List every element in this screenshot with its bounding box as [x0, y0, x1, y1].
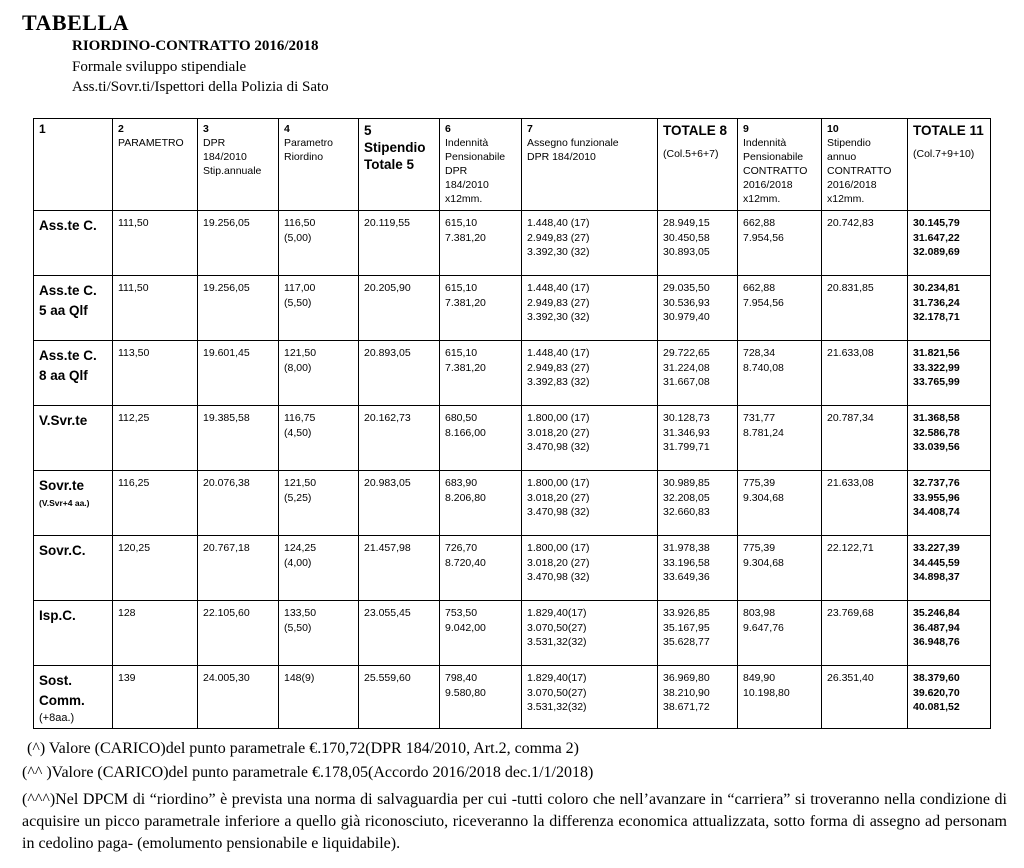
- column-number: 1: [39, 122, 46, 136]
- assegno-value: 1.800,00 (17): [527, 412, 590, 424]
- riordino-value: 116,50: [284, 217, 316, 229]
- riordino-value: 121,50: [284, 347, 317, 359]
- grade-label: V.Svr.te: [39, 413, 88, 428]
- indennita-contratto-value: 662,88: [743, 282, 776, 294]
- stipendio-contratto-cell: [822, 406, 908, 471]
- assegno-cell: [522, 341, 658, 406]
- indennita-dpr-cell: [440, 276, 522, 341]
- totale8-cell: [658, 601, 738, 666]
- totale11-cell: [908, 471, 991, 536]
- riordino-cell: [279, 406, 359, 471]
- riordino-value: 117,00: [284, 282, 316, 294]
- document-scope: Ass.ti/Sovr.ti/Ispettori della Polizia di Sato: [72, 79, 329, 95]
- table-row: [34, 211, 991, 276]
- assegno-value: 3.392,83 (32): [527, 376, 590, 388]
- parametro-cell: [113, 471, 198, 536]
- parametro-value: 120,25: [118, 542, 151, 554]
- column-label: (Col.7+9+10): [913, 148, 975, 160]
- grade-note: (V.Svr+4 aa.): [39, 498, 90, 508]
- assegno-value: 3.470,98 (32): [527, 441, 590, 453]
- totale11-value: 33.227,39: [913, 542, 960, 554]
- assegno-cell: [522, 276, 658, 341]
- indennita-contratto-value: 9.304,68: [743, 556, 784, 569]
- assegno-cell: [522, 471, 658, 536]
- riordino-value: (5,00): [284, 231, 312, 244]
- totale11-cell: [908, 406, 991, 471]
- riordino-value: (8,00): [284, 361, 312, 374]
- indennita-contratto-cell: [738, 666, 822, 729]
- stipendio-contratto-value: 20.787,34: [827, 412, 874, 424]
- riordino-cell: [279, 341, 359, 406]
- stipendio-value: 20.893,05: [364, 347, 411, 359]
- stipendio-cell: [359, 341, 440, 406]
- totale8-value: 29.035,50: [663, 282, 710, 294]
- riordino-cell: [279, 211, 359, 276]
- column-header: [908, 119, 991, 211]
- totale11-value: 33.765,99: [913, 376, 960, 388]
- column-label: (Col.5+6+7): [663, 148, 719, 160]
- totale8-cell: [658, 536, 738, 601]
- totale11-value: 36.948,76: [913, 636, 960, 648]
- riordino-cell: [279, 601, 359, 666]
- column-header: [658, 119, 738, 211]
- grade-label: Sovr.C.: [39, 543, 86, 558]
- totale8-value: 35.167,95: [663, 621, 710, 634]
- assegno-value: 2.949,83 (27): [527, 296, 590, 309]
- indennita-contratto-value: 775,39: [743, 477, 776, 489]
- totale8-cell: [658, 406, 738, 471]
- totale11-value: 32.089,69: [913, 246, 960, 258]
- table-row: [34, 601, 991, 666]
- indennita-contratto-value: 775,39: [743, 542, 776, 554]
- parametro-cell: [113, 406, 198, 471]
- totale8-value: 30.989,85: [663, 477, 710, 489]
- indennita-contratto-value: 7.954,56: [743, 231, 784, 244]
- totale8-value: 31.978,38: [663, 542, 710, 554]
- totale8-value: 36.969,80: [663, 672, 710, 684]
- grade-cell: [34, 536, 113, 601]
- indennita-contratto-value: 849,90: [743, 672, 776, 684]
- totale11-cell: [908, 601, 991, 666]
- column-label: Assegno funzionale DPR 184/2010: [527, 137, 619, 163]
- riordino-value: 124,25: [284, 542, 317, 554]
- grade-label: Sovr.te: [39, 478, 85, 493]
- totale8-cell: [658, 341, 738, 406]
- totale11-cell: [908, 276, 991, 341]
- assegno-cell: [522, 211, 658, 276]
- stipendio-contratto-cell: [822, 536, 908, 601]
- parametro-cell: [113, 666, 198, 729]
- totale11-value: 38.379,60: [913, 672, 960, 684]
- grade-cell: [34, 276, 113, 341]
- totale11-value: 39.620,70: [913, 686, 960, 699]
- stipendio-value: 20.983,05: [364, 477, 411, 489]
- parametro-cell: [113, 601, 198, 666]
- indennita-contratto-value: 10.198,80: [743, 686, 790, 699]
- assegno-value: 3.531,32(32): [527, 636, 587, 648]
- totale11-value: 40.081,52: [913, 701, 960, 713]
- parametro-cell: [113, 536, 198, 601]
- assegno-value: 3.070,50(27): [527, 621, 587, 634]
- dpr-cell: [198, 536, 279, 601]
- indennita-contratto-cell: [738, 406, 822, 471]
- stipendio-contratto-cell: [822, 341, 908, 406]
- totale11-value: 35.246,84: [913, 607, 960, 619]
- parametro-value: 111,50: [118, 282, 149, 294]
- indennita-dpr-cell: [440, 406, 522, 471]
- assegno-value: 2.949,83 (27): [527, 361, 590, 374]
- table-row: [34, 406, 991, 471]
- indennita-dpr-cell: [440, 601, 522, 666]
- document-subtitle: RIORDINO-CONTRATTO 2016/2018: [72, 38, 319, 54]
- totale8-value: 28.949,15: [663, 217, 710, 229]
- stipendio-value: 25.559,60: [364, 672, 411, 684]
- stipendio-cell: [359, 601, 440, 666]
- stipendio-cell: [359, 471, 440, 536]
- grade-cell: [34, 471, 113, 536]
- indennita-dpr-value: 8.720,40: [445, 556, 486, 569]
- totale11-value: 31.368,58: [913, 412, 960, 424]
- grade-label: Ass.te C. 5 aa Qlf: [39, 283, 97, 318]
- totale11-cell: [908, 666, 991, 729]
- grade-cell: [34, 211, 113, 276]
- riordino-value: 133,50: [284, 607, 317, 619]
- column-header: [113, 119, 198, 211]
- riordino-value: (5,50): [284, 621, 312, 634]
- totale8-value: 30.536,93: [663, 296, 710, 309]
- indennita-contratto-value: 803,98: [743, 607, 776, 619]
- indennita-dpr-value: 615,10: [445, 217, 478, 229]
- totale8-value: 31.346,93: [663, 426, 710, 439]
- indennita-dpr-cell: [440, 471, 522, 536]
- totale11-value: 30.145,79: [913, 217, 960, 229]
- column-header: [738, 119, 822, 211]
- table-row: [34, 341, 991, 406]
- stipendio-contratto-value: 21.633,08: [827, 347, 874, 359]
- indennita-contratto-value: 9.647,76: [743, 621, 784, 634]
- indennita-dpr-value: 7.381,20: [445, 296, 486, 309]
- dpr-cell: [198, 406, 279, 471]
- stipendio-contratto-value: 22.122,71: [827, 542, 874, 554]
- dpr-value: 19.601,45: [203, 347, 250, 359]
- assegno-value: 1.829,40(17): [527, 607, 587, 619]
- totale11-value: 34.408,74: [913, 506, 960, 518]
- totale8-value: 38.210,90: [663, 686, 710, 699]
- dpr-value: 19.256,05: [203, 217, 250, 229]
- indennita-dpr-value: 8.166,00: [445, 426, 486, 439]
- stipendio-value: 20.162,73: [364, 412, 411, 424]
- totale8-value: 32.660,83: [663, 506, 710, 518]
- indennita-dpr-value: 683,90: [445, 477, 478, 489]
- totale8-cell: [658, 211, 738, 276]
- dpr-value: 24.005,30: [203, 672, 250, 684]
- totale8-value: 29.722,65: [663, 347, 710, 359]
- indennita-contratto-cell: [738, 536, 822, 601]
- footnote-1: (^) Valore (CARICO)del punto parametrale €.170,72(DPR 184/2010, Art.2, comma 2): [27, 740, 579, 757]
- parametro-value: 116,25: [118, 477, 150, 489]
- totale8-value: 31.799,71: [663, 441, 710, 453]
- indennita-contratto-cell: [738, 211, 822, 276]
- column-number: 7: [527, 123, 533, 135]
- riordino-cell: [279, 471, 359, 536]
- riordino-cell: [279, 536, 359, 601]
- riordino-value: (5,50): [284, 296, 312, 309]
- dpr-cell: [198, 666, 279, 729]
- column-header: [279, 119, 359, 211]
- indennita-dpr-value: 680,50: [445, 412, 478, 424]
- indennita-contratto-cell: [738, 471, 822, 536]
- parametro-cell: [113, 211, 198, 276]
- indennita-dpr-cell: [440, 536, 522, 601]
- column-header: [198, 119, 279, 211]
- column-label: Stipendio Totale 5: [364, 140, 426, 172]
- column-number: TOTALE 8: [663, 123, 728, 138]
- assegno-value: 2.949,83 (27): [527, 231, 590, 244]
- column-header: [359, 119, 440, 211]
- assegno-cell: [522, 536, 658, 601]
- dpr-value: 20.767,18: [203, 542, 250, 554]
- stipendio-contratto-cell: [822, 471, 908, 536]
- grade-cell: [34, 666, 113, 729]
- dpr-value: 19.385,58: [203, 412, 250, 424]
- parametro-value: 111,50: [118, 217, 149, 229]
- totale11-value: 31.647,22: [913, 231, 960, 244]
- column-label: DPR 184/2010 Stip.annuale: [203, 137, 262, 177]
- dpr-value: 19.256,05: [203, 282, 250, 294]
- table-header-row: [34, 119, 991, 211]
- totale8-value: 35.628,77: [663, 636, 710, 648]
- totale11-value: 32.178,71: [913, 311, 960, 323]
- totale8-value: 33.649,36: [663, 571, 710, 583]
- column-number: 2: [118, 123, 124, 135]
- assegno-cell: [522, 601, 658, 666]
- indennita-contratto-cell: [738, 341, 822, 406]
- indennita-dpr-value: 615,10: [445, 347, 478, 359]
- totale8-value: 32.208,05: [663, 491, 710, 504]
- totale8-value: 30.128,73: [663, 412, 710, 424]
- assegno-value: 1.829,40(17): [527, 672, 587, 684]
- indennita-dpr-value: 9.042,00: [445, 621, 486, 634]
- indennita-contratto-value: 8.781,24: [743, 426, 784, 439]
- assegno-cell: [522, 406, 658, 471]
- stipendio-cell: [359, 276, 440, 341]
- grade-label: Sost. Comm.: [39, 673, 85, 708]
- footnote-3: (^^^)Nel DPCM di “riordino” è prevista una norma di salvaguardia per cui -tutti coloro che nell’avanzare in “carriera” si troveranno nella condizione di acquisire un picco parametrale inferiore a quello già riconosciuto, riceveranno la differenza economica attualizzata, sotto forma di assegno ad personam in cedolino paga- (emolumento pensionabile e liquidabile).: [22, 791, 1007, 852]
- column-header: [522, 119, 658, 211]
- indennita-contratto-cell: [738, 601, 822, 666]
- totale8-cell: [658, 276, 738, 341]
- column-header: [34, 119, 113, 211]
- indennita-contratto-value: 662,88: [743, 217, 776, 229]
- assegno-value: 1.448,40 (17): [527, 347, 590, 359]
- totale11-value: 34.898,37: [913, 571, 960, 583]
- riordino-value: (5,25): [284, 491, 312, 504]
- parametro-value: 128: [118, 607, 136, 619]
- document-description: Formale sviluppo stipendiale: [72, 59, 247, 75]
- totale8-value: 31.667,08: [663, 376, 710, 388]
- stipendio-value: 21.457,98: [364, 542, 411, 554]
- riordino-cell: [279, 276, 359, 341]
- assegno-cell: [522, 666, 658, 729]
- column-number: 10: [827, 123, 839, 135]
- salary-table: [33, 118, 991, 729]
- column-header: [822, 119, 908, 211]
- totale8-value: 38.671,72: [663, 701, 710, 713]
- indennita-contratto-cell: [738, 276, 822, 341]
- indennita-dpr-value: 8.206,80: [445, 491, 486, 504]
- riordino-value: (4,00): [284, 556, 312, 569]
- column-number: TOTALE 11: [913, 123, 984, 138]
- table-row: [34, 536, 991, 601]
- parametro-value: 113,50: [118, 347, 150, 359]
- indennita-dpr-value: 9.580,80: [445, 686, 486, 699]
- totale8-value: 31.224,08: [663, 361, 710, 374]
- parametro-cell: [113, 276, 198, 341]
- indennita-dpr-cell: [440, 211, 522, 276]
- totale8-value: 33.196,58: [663, 556, 710, 569]
- parametro-value: 112,25: [118, 412, 150, 424]
- table-row: [34, 471, 991, 536]
- assegno-value: 3.470,98 (32): [527, 506, 590, 518]
- stipendio-cell: [359, 406, 440, 471]
- dpr-value: 20.076,38: [203, 477, 250, 489]
- assegno-value: 1.800,00 (17): [527, 542, 590, 554]
- dpr-cell: [198, 601, 279, 666]
- stipendio-contratto-cell: [822, 666, 908, 729]
- grade-label: Ass.te C.: [39, 218, 97, 233]
- totale11-value: 30.234,81: [913, 282, 960, 294]
- totale11-value: 32.586,78: [913, 426, 960, 439]
- riordino-value: 121,50: [284, 477, 317, 489]
- totale11-value: 33.322,99: [913, 361, 960, 374]
- indennita-contratto-value: 7.954,56: [743, 296, 784, 309]
- totale8-value: 33.926,85: [663, 607, 710, 619]
- stipendio-value: 23.055,45: [364, 607, 411, 619]
- footnote-2: (^^ )Valore (CARICO)del punto parametrale €.178,05(Accordo 2016/2018 dec.1/1/2018): [22, 764, 594, 781]
- totale11-value: 34.445,59: [913, 556, 960, 569]
- column-label: Indennità Pensionabile CONTRATTO 2016/2018 x12mm.: [743, 137, 808, 205]
- totale11-value: 31.821,56: [913, 347, 960, 359]
- assegno-value: 1.448,40 (17): [527, 217, 590, 229]
- indennita-dpr-value: 7.381,20: [445, 361, 486, 374]
- assegno-value: 3.392,30 (32): [527, 311, 590, 323]
- assegno-value: 1.800,00 (17): [527, 477, 590, 489]
- grade-cell: [34, 341, 113, 406]
- stipendio-cell: [359, 666, 440, 729]
- assegno-value: 3.018,20 (27): [527, 426, 590, 439]
- stipendio-value: 20.119,55: [364, 217, 410, 229]
- riordino-value: 116,75: [284, 412, 316, 424]
- column-number: 5: [364, 123, 372, 138]
- totale11-value: 32.737,76: [913, 477, 960, 489]
- dpr-cell: [198, 276, 279, 341]
- indennita-dpr-value: 7.381,20: [445, 231, 486, 244]
- stipendio-contratto-cell: [822, 276, 908, 341]
- indennita-dpr-cell: [440, 666, 522, 729]
- assegno-value: 1.448,40 (17): [527, 282, 590, 294]
- stipendio-contratto-value: 20.742,83: [827, 217, 874, 229]
- stipendio-cell: [359, 536, 440, 601]
- totale8-cell: [658, 471, 738, 536]
- grade-cell: [34, 406, 113, 471]
- assegno-value: 3.070,50(27): [527, 686, 587, 699]
- column-label: Parametro Riordino: [284, 137, 334, 163]
- assegno-value: 3.018,20 (27): [527, 491, 590, 504]
- column-number: 4: [284, 123, 290, 135]
- indennita-dpr-value: 615,10: [445, 282, 478, 294]
- stipendio-value: 20.205,90: [364, 282, 411, 294]
- totale11-value: 33.039,56: [913, 441, 960, 453]
- grade-label: Ass.te C. 8 aa Qlf: [39, 348, 97, 383]
- stipendio-contratto-cell: [822, 601, 908, 666]
- totale8-value: 30.450,58: [663, 231, 710, 244]
- stipendio-contratto-value: 20.831,85: [827, 282, 874, 294]
- riordino-cell: [279, 666, 359, 729]
- indennita-contratto-value: 8.740,08: [743, 361, 784, 374]
- column-number: 6: [445, 123, 451, 135]
- page-title: TABELLA: [22, 10, 130, 35]
- indennita-contratto-value: 731,77: [743, 412, 776, 424]
- stipendio-contratto-value: 21.633,08: [827, 477, 874, 489]
- totale11-value: 33.955,96: [913, 491, 960, 504]
- totale11-value: 31.736,24: [913, 296, 960, 309]
- column-header: [440, 119, 522, 211]
- grade-note: (+8aa.): [39, 712, 75, 724]
- indennita-dpr-cell: [440, 341, 522, 406]
- dpr-value: 22.105,60: [203, 607, 250, 619]
- assegno-value: 3.392,30 (32): [527, 246, 590, 258]
- stipendio-contratto-value: 23.769,68: [827, 607, 874, 619]
- totale11-cell: [908, 211, 991, 276]
- table-row: [34, 666, 991, 729]
- dpr-cell: [198, 471, 279, 536]
- assegno-value: 3.018,20 (27): [527, 556, 590, 569]
- parametro-value: 139: [118, 672, 136, 684]
- riordino-value: (4,50): [284, 426, 312, 439]
- grade-cell: [34, 601, 113, 666]
- totale8-value: 30.893,05: [663, 246, 710, 258]
- dpr-cell: [198, 341, 279, 406]
- assegno-value: 3.531,32(32): [527, 701, 587, 713]
- riordino-value: 148(9): [284, 672, 315, 684]
- column-number: 3: [203, 123, 209, 135]
- totale8-value: 30.979,40: [663, 311, 710, 323]
- parametro-cell: [113, 341, 198, 406]
- indennita-contratto-value: 9.304,68: [743, 491, 784, 504]
- dpr-cell: [198, 211, 279, 276]
- totale11-value: 36.487,94: [913, 621, 960, 634]
- indennita-dpr-value: 798,40: [445, 672, 478, 684]
- column-label: Indennità Pensionabile DPR 184/2010 x12mm.: [445, 137, 506, 205]
- indennita-dpr-value: 726,70: [445, 542, 478, 554]
- table-row: [34, 276, 991, 341]
- stipendio-contratto-cell: [822, 211, 908, 276]
- totale11-cell: [908, 536, 991, 601]
- indennita-dpr-value: 753,50: [445, 607, 478, 619]
- grade-label: Isp.C.: [39, 608, 76, 623]
- column-number: 9: [743, 123, 749, 135]
- totale11-cell: [908, 341, 991, 406]
- stipendio-contratto-value: 26.351,40: [827, 672, 874, 684]
- column-label: PARAMETRO: [118, 137, 184, 149]
- assegno-value: 3.470,98 (32): [527, 571, 590, 583]
- column-label: Stipendio annuo CONTRATTO 2016/2018 x12mm.: [827, 137, 892, 205]
- indennita-contratto-value: 728,34: [743, 347, 776, 359]
- stipendio-cell: [359, 211, 440, 276]
- totale8-cell: [658, 666, 738, 729]
